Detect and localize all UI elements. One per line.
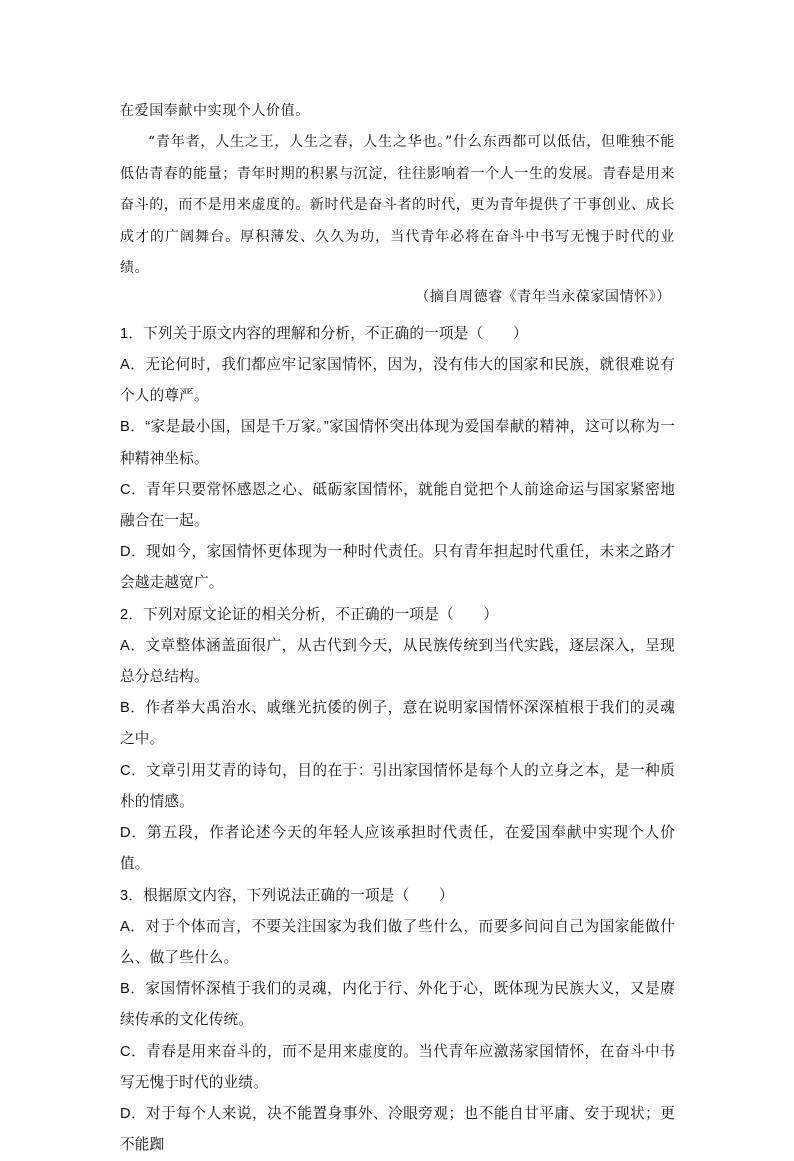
option-a: A．对于个体而言，不要关注国家为我们做了些什么，而要多问问自己为国家能做什么、做了些什么。 [120, 912, 675, 974]
option-d: D．现如今，家国情怀更体现为一种时代责任。只有青年担起时代重任，未来之路才会越走越宽广。 [120, 537, 675, 599]
reading-passage [120, 96, 675, 314]
option-c: C．文章引用艾青的诗句，目的在于：引出家国情怀是每个人的立身之本，是一种质朴的情感。 [120, 756, 675, 818]
question-3 [120, 881, 675, 1161]
question-stem: 3．根据原文内容，下列说法正确的一项是（ ） [120, 881, 675, 912]
question-1 [120, 319, 675, 600]
question-2 [120, 600, 675, 881]
passage-line: 在爱国奉献中实现个人价值。 [120, 96, 675, 127]
passage-paragraph: “青年者，人生之王，人生之春，人生之华也。”什么东西都可以低估，但唯独不能低估青春的能量；青年时期的积累与沉淀，往往影响着一个人一生的发展。青春是用来奋斗的，而不是用来虚度的。新时代是奋斗者的时代，更为青年提供了干事创业、成长成才的广阔舞台。厚积薄发、久久为功，当代青年必将在奋斗中书写无愧于时代的业绩。 [120, 127, 675, 284]
option-a: A．文章整体涵盖面很广，从古代到今天，从民族传统到当代实践，逐层深入，呈现总分总结构。 [120, 631, 675, 693]
option-c: C．青春是用来奋斗的，而不是用来虚度的。当代青年应激荡家国情怀，在奋斗中书写无愧于时代的业绩。 [120, 1037, 675, 1099]
document-page [120, 96, 675, 1161]
option-d: D．第五段，作者论述今天的年轻人应该承担时代责任，在爱国奉献中实现个人价值。 [120, 818, 675, 880]
question-stem: 2．下列对原文论证的相关分析，不正确的一项是（ ） [120, 600, 675, 631]
question-stem: 1．下列关于原文内容的理解和分析，不正确的一项是（ ） [120, 319, 675, 350]
option-b: B．家国情怀深植于我们的灵魂，内化于行、外化于心，既体现为民族大义，又是赓续传承的文化传统。 [120, 974, 675, 1036]
option-c: C．青年只要常怀感恩之心、砥砺家国情怀，就能自觉把个人前途命运与国家紧密地融合在一起。 [120, 475, 675, 537]
option-b: B．作者举大禹治水、戚继光抗倭的例子，意在说明家国情怀深深植根于我们的灵魂之中。 [120, 693, 675, 755]
option-b: B．“家是最小国，国是千万家。”家国情怀突出体现为爱国奉献的精神，这可以称为一种精神坐标。 [120, 412, 675, 474]
passage-source: （摘自周德睿《青年当永葆家国情怀》） [120, 282, 675, 313]
question-list [120, 319, 675, 1161]
option-d: D．对于每个人来说，决不能置身事外、冷眼旁观；也不能自甘平庸、安于现状；更不能踟 [120, 1099, 675, 1161]
option-a: A．无论何时，我们都应牢记家国情怀，因为，没有伟大的国家和民族，就很难说有个人的尊严。 [120, 350, 675, 412]
